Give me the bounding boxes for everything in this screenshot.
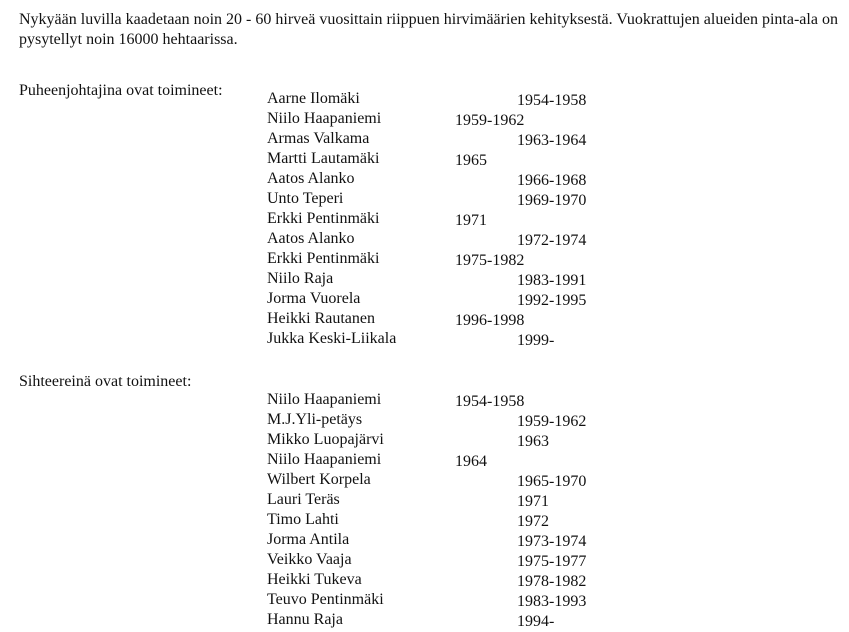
term-years: 1959-1962 — [517, 413, 587, 430]
secretary-row — [267, 550, 627, 570]
term-years: 1969-1970 — [517, 192, 587, 209]
secretary-row — [267, 410, 627, 430]
term-years: 1963 — [517, 433, 549, 450]
secretaries-list — [267, 390, 627, 630]
secretary-row — [267, 510, 627, 530]
secretary-row — [267, 590, 627, 610]
chair-row — [267, 129, 627, 149]
term-years: 1965 — [455, 152, 487, 169]
person-name: Erkki Pentinmäki — [267, 250, 380, 267]
person-name: Niilo Haapaniemi — [267, 391, 382, 408]
term-years: 1963-1964 — [517, 132, 587, 149]
term-years: 1973-1974 — [517, 533, 587, 550]
person-name: Erkki Pentinmäki — [267, 210, 380, 227]
secretary-row — [267, 490, 627, 510]
chair-row — [267, 309, 627, 329]
chair-row — [267, 249, 627, 269]
person-name: Veikko Vaaja — [267, 551, 352, 568]
term-years: 1975-1977 — [517, 553, 587, 570]
term-years: 1992-1995 — [517, 292, 587, 309]
chair-row — [267, 209, 627, 229]
person-name: Armas Valkama — [267, 130, 370, 147]
chair-row — [267, 149, 627, 169]
person-name: Jorma Antila — [267, 531, 350, 548]
person-name: Niilo Haapaniemi — [267, 110, 382, 127]
person-name: Teuvo Pentinmäki — [267, 591, 384, 608]
chair-row — [267, 329, 627, 349]
person-name: Aatos Alanko — [267, 230, 355, 247]
person-name: Jorma Vuorela — [267, 290, 361, 307]
secretary-row — [267, 610, 627, 630]
term-years: 1954-1958 — [455, 393, 525, 410]
term-years: 1996-1998 — [455, 312, 525, 329]
term-years: 1983-1991 — [517, 272, 587, 289]
term-years: 1994- — [517, 613, 555, 630]
person-name: M.J.Yli-petäys — [267, 411, 363, 428]
secretary-row — [267, 450, 627, 470]
intro-paragraph: Nykyään luvilla kaadetaan noin 20 - 60 hirveä vuosittain riippuen hirvimäärien kehityksestä. Vuokrattujen alueiden pinta-ala on pysytellyt noin 16000 hehtaarissa. — [19, 11, 838, 48]
term-years: 1959-1962 — [455, 112, 525, 129]
term-years: 1971 — [517, 493, 549, 510]
person-name: Unto Teperi — [267, 190, 344, 207]
person-name: Mikko Luopajärvi — [267, 431, 384, 448]
term-years: 1965-1970 — [517, 473, 587, 490]
term-years: 1972 — [517, 513, 549, 530]
chairs-heading: Puheenjohtajina ovat toimineet: — [19, 82, 223, 99]
person-name: Heikki Rautanen — [267, 310, 375, 327]
chair-row — [267, 89, 627, 109]
term-years: 1964 — [455, 453, 487, 470]
secretary-row — [267, 570, 627, 590]
person-name: Aatos Alanko — [267, 170, 355, 187]
person-name: Hannu Raja — [267, 611, 343, 628]
term-years: 1966-1968 — [517, 172, 587, 189]
chairs-list — [267, 89, 627, 349]
person-name: Timo Lahti — [267, 511, 339, 528]
chair-row — [267, 269, 627, 289]
secretary-row — [267, 470, 627, 490]
person-name: Jukka Keski-Liikala — [267, 330, 397, 347]
chair-row — [267, 169, 627, 189]
person-name: Wilbert Korpela — [267, 471, 371, 488]
secretary-row — [267, 390, 627, 410]
secretary-row — [267, 430, 627, 450]
term-years: 1971 — [455, 212, 487, 229]
person-name: Heikki Tukeva — [267, 571, 362, 588]
person-name: Lauri Teräs — [267, 491, 340, 508]
term-years: 1978-1982 — [517, 573, 587, 590]
person-name: Aarne Ilomäki — [267, 90, 360, 107]
term-years: 1999- — [517, 332, 555, 349]
term-years: 1975-1982 — [455, 252, 525, 269]
person-name: Martti Lautamäki — [267, 150, 380, 167]
term-years: 1983-1993 — [517, 593, 587, 610]
chair-row — [267, 289, 627, 309]
secretary-row — [267, 530, 627, 550]
term-years: 1954-1958 — [517, 92, 587, 109]
term-years: 1972-1974 — [517, 232, 587, 249]
chair-row — [267, 229, 627, 249]
person-name: Niilo Raja — [267, 270, 334, 287]
secretaries-heading: Sihteereinä ovat toimineet: — [19, 373, 192, 390]
person-name: Niilo Haapaniemi — [267, 451, 382, 468]
chair-row — [267, 189, 627, 209]
chair-row — [267, 109, 627, 129]
